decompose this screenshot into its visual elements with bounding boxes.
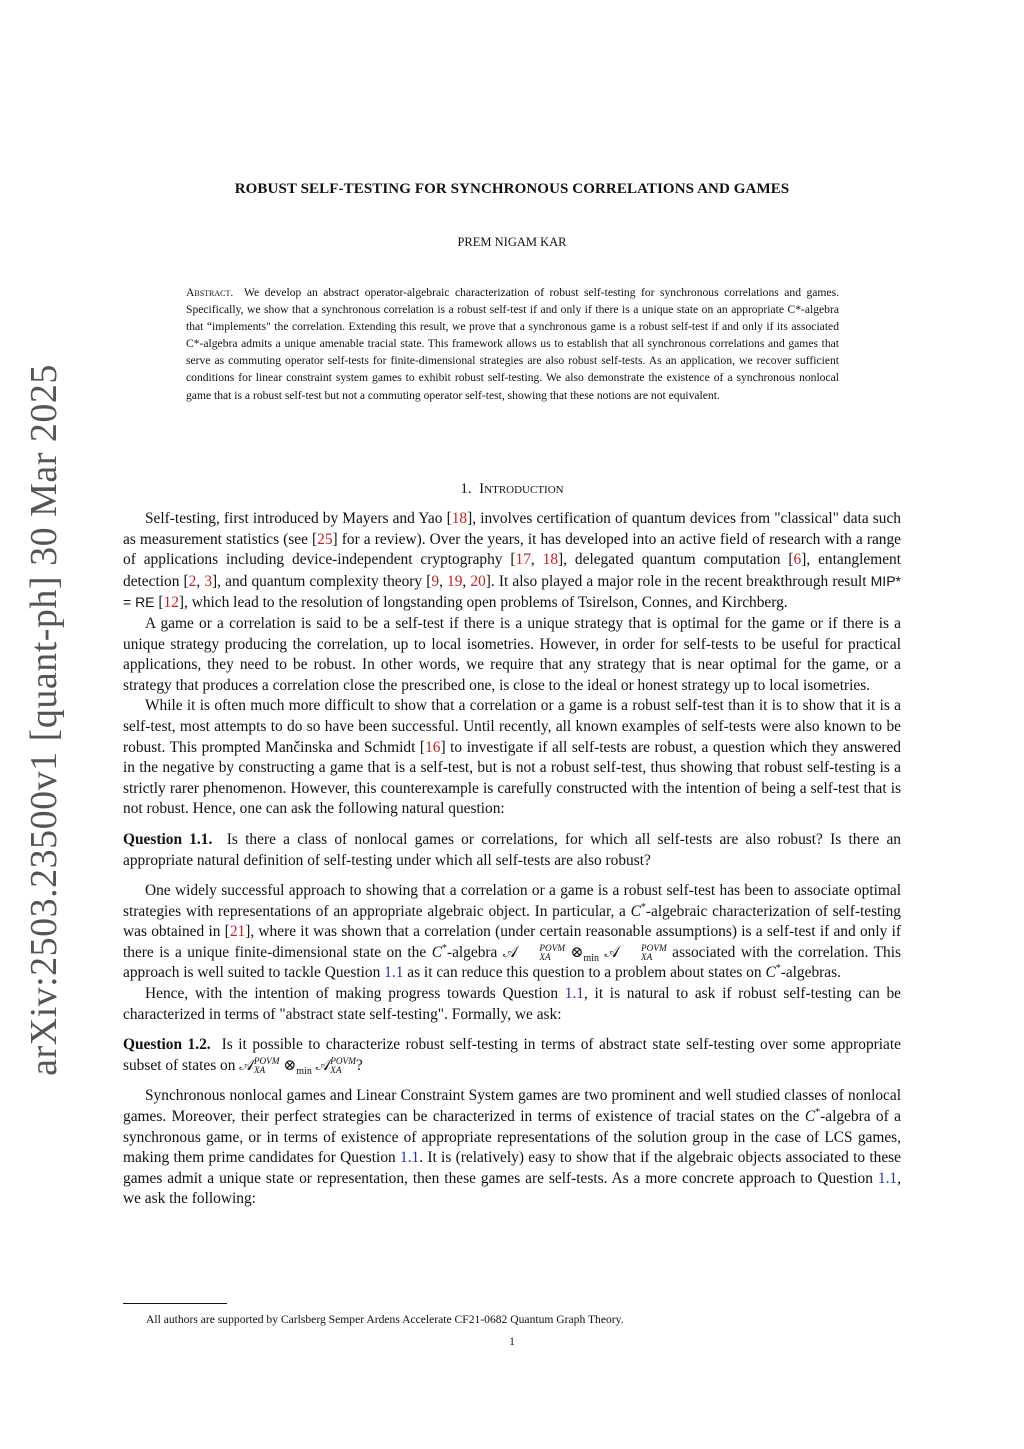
question-ref-link[interactable]: 1.1 bbox=[564, 985, 584, 1003]
footnote-rule bbox=[123, 1303, 227, 1304]
paragraph: A game or a correlation is said to be a self-test if there is a unique strategy that is optimal for the game or if there is a unique strategy producing the correlation, up to local isometries. However, in order for self-tests to be useful for practical applications, they need to be robust. In other words, we require that any strategy that is near optimal for the game, or a strategy that produces a correlation close the prescribed one, is close to the ideal or honest strategy up to local isometries. bbox=[123, 614, 901, 694]
paragraph: Synchronous nonlocal games and Linear Constraint System games are two prominent and well studied classes of nonlocal games. Moreover, their perfect strategies can be characterized in terms of existence of tracial states on the C*-algebra of a synchronous game, or in terms of existence of appropriate representations of the solution group in the case of LCS games, making them prime candidates for Question 1.1. It is (relatively) easy to show that if the algebraic objects associated to these games admit a unique state or representation, then these games are self-tests. As a more concrete approach to Question 1.1, we ask the following: bbox=[123, 1087, 901, 1208]
citation-link[interactable]: 16 bbox=[425, 738, 441, 756]
section-heading bbox=[0, 481, 1024, 498]
algebra-formula: 𝒜 POVM XA $\otimes_{min}$ 𝒜 POVM XA bbox=[502, 943, 667, 964]
question-ref-link[interactable]: 1.1 bbox=[877, 1169, 898, 1187]
question-ref-link[interactable]: 1.1 bbox=[384, 964, 404, 982]
citation-link[interactable]: 12 bbox=[163, 594, 179, 612]
paper-author: PREM NIGAM KAR bbox=[457, 235, 567, 249]
algebra-formula: 𝒜 POVM XA $\otimes_{min}$ 𝒜 POVM XA bbox=[239, 1056, 356, 1077]
citation-link[interactable]: 9 bbox=[431, 572, 440, 590]
abstract-label: Abstract. bbox=[186, 286, 234, 299]
citation-link[interactable]: 25 bbox=[317, 530, 333, 548]
abstract bbox=[186, 284, 839, 404]
citation-link[interactable]: 2 bbox=[188, 572, 197, 590]
section-title: Introduction bbox=[479, 481, 564, 497]
citation-link[interactable]: 19 bbox=[447, 572, 463, 590]
mip-re-formula: MIP* = RE bbox=[123, 572, 901, 611]
question-ref-link[interactable]: 1.1 bbox=[400, 1149, 420, 1167]
citation-link[interactable]: 6 bbox=[793, 551, 802, 569]
paragraph: While it is often much more difficult to show that a correlation or a game is a robust self-test than it is to show that it is a self-test, most attempts to do so have been successful. Until recently, all known examples of self-tests were also known to be robust. This prompted Mančinska and Schmidt [16] to investigate if all self-tests are robust, a question which they answered in the negative by constructing a game that is a self-test, but is not a robust self-test, thus showing that robust self-testing is a strictly rarer phenomenon. However, this counterexample is carefully constructed with the intention of being a self-test that is not robust. Hence, one can ask the following natural question: bbox=[123, 697, 901, 818]
section-number: 1. bbox=[460, 481, 472, 497]
paper-title: ROBUST SELF-TESTING FOR SYNCHRONOUS CORRELATIONS AND GAMES bbox=[234, 181, 790, 197]
citation-link[interactable]: 18 bbox=[451, 510, 468, 527]
citation-link[interactable]: 21 bbox=[229, 923, 246, 941]
body-text bbox=[123, 509, 901, 1210]
paragraph: Self-testing, first introduced by Mayers and Yao [18], involves certification of quantum devices from "classical" data such as measurement statistics (see [25] for a review). Over the years, it has developed into an active field of research with a range of applications including device-independent cryptography [17, 18], delegated quantum computation [6], entanglement detection [2, 3], and quantum complexity theory [9, 19, 20]. It also played a major role in the recent breakthrough result MIP* = RE [12], which lead to the resolution of longstanding open problems of Tsirelson, Connes, and Kirchberg. bbox=[123, 510, 901, 612]
paragraph: Hence, with the intention of making progress towards Question 1.1, it is natural to ask if robust self-testing can be characterized in terms of "abstract state self-testing". Formally, we ask: bbox=[123, 985, 902, 1023]
question-1-1: Question 1.1. Is there a class of nonlocal games or correlations, for which all self-tests are also robust? Is there an appropriate natural definition of self-testing under which all self-tests are also robust? bbox=[123, 830, 901, 869]
footnote: All authors are supported by Carlsberg Semper Ardens Accelerate CF21-0682 Quantum Graph Theory. bbox=[146, 1313, 624, 1326]
abstract-text: We develop an abstract operator-algebraic characterization of robust self-testing for synchronous correlations and games. Specifically, we show that a synchronous correlation is a robust self-test if and only if there is a unique state on an appropriate C*-algebra that “implements" the correlation. Extending this result, we prove that a synchronous game is a robust self-test if and only if its associated C*-algebra admits a unique amenable tracial state. This framework allows us to establish that all synchronous correlations and games that serve as commuting operator self-tests for finite-dimensional strategies are also robust self-tests. As an application, we recover sufficient conditions for linear constraint system games to exhibit robust self-testing. We also demonstrate the existence of a synchronous nonlocal game that is a robust self-test but not a commuting operator self-test, showing that these notions are not equivalent. bbox=[186, 286, 839, 402]
question-1-2: Question 1.2. Is it possible to characterize robust self-testing in terms of abstract state self-testing over some appropriate subset of states on 𝒜 POVM XA $\otimes_{min}$ 𝒜 POVM XA ? bbox=[123, 1036, 901, 1077]
citation-link[interactable]: 18 bbox=[542, 551, 559, 569]
paragraph: One widely successful approach to showing that a correlation or a game is a robust self-test has been to associate optimal strategies with representations of an appropriate algebraic object. In particular, a C*-algebraic characterization of self-testing was obtained in [21], where it was shown that a correlation (under certain reasonable assumptions) is a self-test if and only if there is a unique finite-dimensional state on the C*-algebra 𝒜 POVM XA $\otimes_{min}$ 𝒜 POVM XA associated with the correlation. This approach is well suited to tackle Question 1.1 as it can reduce this question to a problem about states on C*-algebras. bbox=[123, 882, 901, 982]
arxiv-identifier: arXiv:2503.23500v1 [quant-ph] 30 Mar 2025 bbox=[23, 364, 65, 1076]
page-number: 1 bbox=[509, 1335, 515, 1348]
citation-link[interactable]: 3 bbox=[204, 572, 213, 590]
citation-link[interactable]: 20 bbox=[470, 572, 486, 590]
citation-link[interactable]: 17 bbox=[515, 551, 531, 569]
